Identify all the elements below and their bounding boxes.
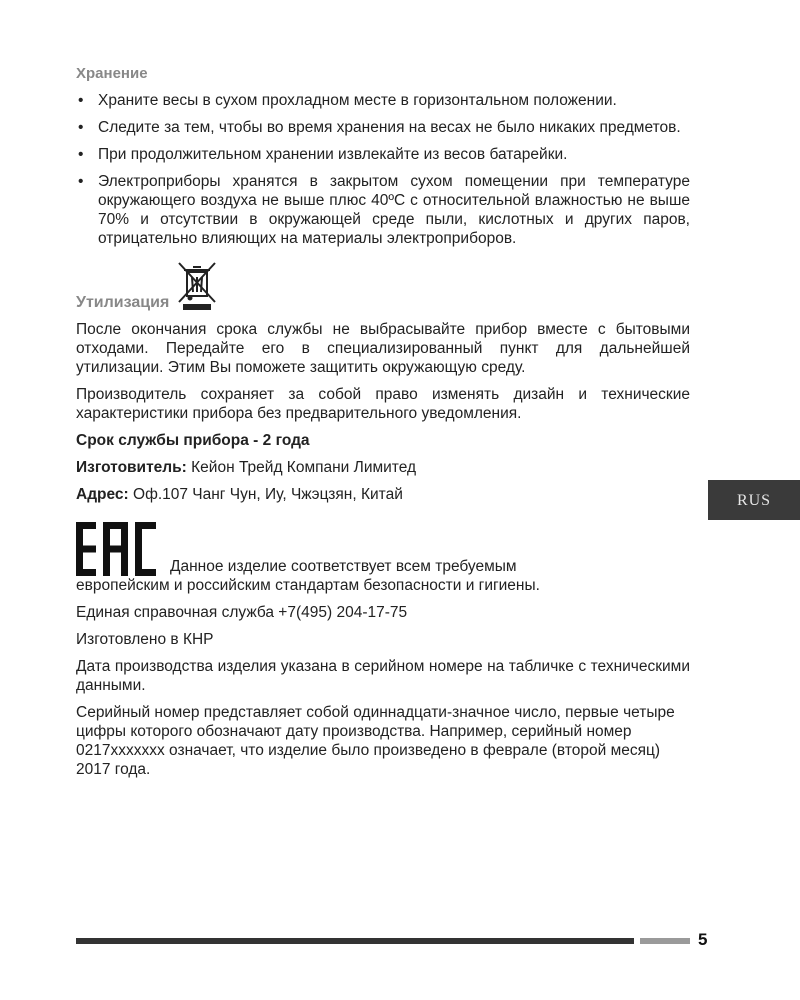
bullet-icon: •: [78, 146, 84, 163]
storage-item-text: При продолжительном хранении извлекайте из весов батарейки.: [98, 146, 568, 163]
disposal-heading-row: [76, 260, 690, 312]
storage-item-text: Следите за тем, чтобы во время хранения на весах не было никаких предметов.: [98, 119, 681, 136]
helpline: Единая справочная служба +7(495) 204-17-75: [76, 604, 408, 621]
page-content: [76, 64, 690, 787]
manufacturer-value: Кейон Трейд Компани Лимитед: [191, 459, 417, 476]
made-in: Изготовлено в КНР: [76, 631, 214, 648]
storage-item-text: Храните весы в сухом прохладном месте в горизонтальном положении.: [98, 92, 617, 109]
list-item: [76, 145, 690, 164]
manufacturer-rights: Производитель сохраняет за собой право изменять дизайн и технические характеристики прибора без предварительного уведомления.: [76, 386, 690, 422]
storage-list: [76, 91, 690, 248]
certification-block: [76, 522, 690, 595]
language-tab: RUS: [708, 480, 800, 520]
footer-rule-dark: [76, 938, 634, 944]
eac-logo: [76, 522, 156, 576]
crossed-out-wheelie-bin-icon: [175, 260, 219, 312]
address-line: [76, 485, 690, 504]
production-date-note: Дата производства изделия указана в серийном номере на табличке с техническими данными.: [76, 658, 690, 694]
list-item: [76, 118, 690, 137]
storage-item-text: Электроприборы хранятся в закрытом сухом помещении при температуре окружающего воздуха не выше плюс 40ºС с относительной влажностью не выше 70% и отсутствии в окружающей среде пыли, кислотных и других паров, отрицательно влияющих на материалы электроприборов.: [98, 173, 690, 247]
list-item: [76, 172, 690, 248]
certification-line1: Данное изделие соответствует всем требуемым: [170, 558, 517, 575]
footer-rule-light: [640, 938, 690, 944]
page-number: 5: [698, 930, 708, 949]
bullet-icon: •: [78, 119, 84, 136]
storage-heading: Хранение: [76, 65, 148, 82]
bullet-icon: •: [78, 173, 84, 190]
manufacturer-line: [76, 458, 690, 477]
service-life: Срок службы прибора - 2 года: [76, 432, 310, 449]
disposal-heading: Утилизация: [76, 294, 170, 311]
address-label: Адрес:: [76, 486, 129, 503]
list-item: [76, 91, 690, 110]
serial-note: Серийный номер представляет собой одиннадцати-значное число, первые четыре цифры которого обозначают дату производства. Например, серийный номер 0217ххххххх означает, что изделие было произведено в феврале (второй месяц) 2017 года.: [76, 704, 675, 778]
certification-line2: европейским и российским стандартам безопасности и гигиены.: [76, 577, 540, 594]
bullet-icon: •: [78, 92, 84, 109]
disposal-paragraph: После окончания срока службы не выбрасывайте прибор вместе с бытовыми отходами. Передайте его в специализированный пункт для дальнейшей утилизации. Этим Вы поможете защитить окружающую среду.: [76, 321, 690, 376]
address-value: Оф.107 Чанг Чун, Иу, Чжэцзян, Китай: [133, 486, 403, 503]
manufacturer-label: Изготовитель:: [76, 459, 187, 476]
